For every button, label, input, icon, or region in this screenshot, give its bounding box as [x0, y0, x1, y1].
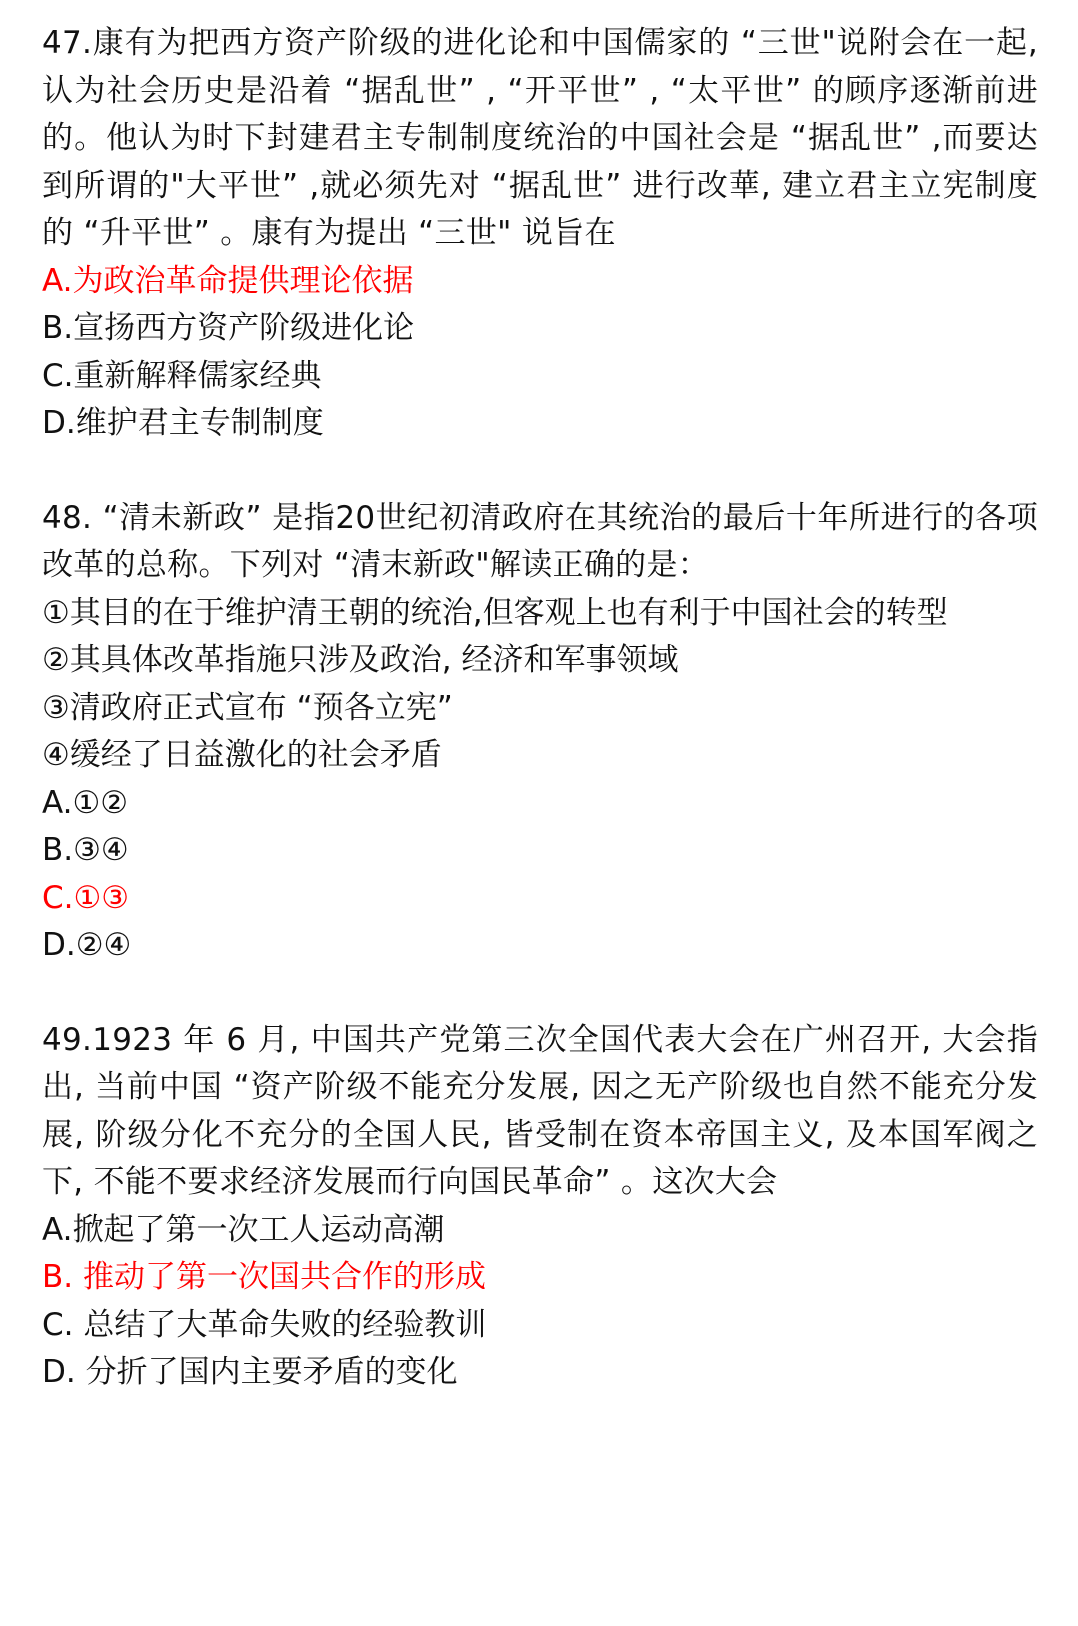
question-49: [42, 1017, 1038, 1397]
statement-2: ②其具体改革指施只涉及政治, 经济和军事领域: [42, 642, 679, 678]
question-spacer: [42, 448, 1038, 495]
option-b: B.宣扬西方资产阶级进化论: [42, 310, 415, 346]
option-d: D.维护君主专制制度: [42, 405, 324, 441]
statement-3: ③清政府正式宣布 “预各立宪”: [42, 689, 453, 726]
option-c: C.①③: [42, 879, 130, 916]
question-48: [42, 495, 1038, 970]
option-b: B.③④: [42, 832, 129, 868]
option-d: D. 分折了国内主要矛盾的变化: [42, 1354, 458, 1390]
statement-1: ①其目的在于维护清王朝的统治,但客观上也有利于中国社会的转型: [42, 594, 948, 631]
option-a: A.为政治革命提供理论依据: [42, 262, 414, 299]
option-b: B. 推动了第一次国共合作的形成: [42, 1259, 486, 1295]
question-stem: 47.康有为把西方资产阶级的进化论和中国儒家的 “三世"说附会在一起,认为社会历史是沿着 “据乱世” , “开平世” , “太平世” 的顾序逐渐前进的。他认为时下封建君主专制制度统治的中国社会是 “据乱世” ,而要达到所谓的"大平世” ,就必须先对 “据乱世” 进行改華, 建立君主立宪制度的 “升平世” 。康有为提出 “三世" 说旨在: [42, 25, 1038, 251]
question-stem: 49.1923 年 6 月, 中国共产党第三次全国代表大会在广州召开, 大会指出, 当前中国 “资产阶级不能充分发展, 因之无产阶级也自然不能充分发展, 阶级分化不充分的全国人民, 皆受制在资本帝国主义, 及本国军阀之下, 不能不要求经济发展而行向国民革命” 。这次大会: [42, 1021, 1038, 1200]
option-c: C.重新解释儒家经典: [42, 357, 322, 394]
question-stem: 48. “清未新政” 是指20世纪初清政府在其统治的最后十年所进行的各项改革的总称。下列对 “清末新政"解读正确的是：: [42, 499, 1038, 583]
option-a: A.掀起了第一次工人运动高潮: [42, 1211, 445, 1248]
question-spacer: [42, 970, 1038, 1017]
statement-4: ④缓经了日益激化的社会矛盾: [42, 737, 442, 773]
option-a: A.①②: [42, 784, 129, 821]
question-47: [42, 20, 1038, 448]
option-c: C. 总结了大革命失败的经验教训: [42, 1306, 487, 1343]
option-d: D.②④: [42, 927, 132, 963]
